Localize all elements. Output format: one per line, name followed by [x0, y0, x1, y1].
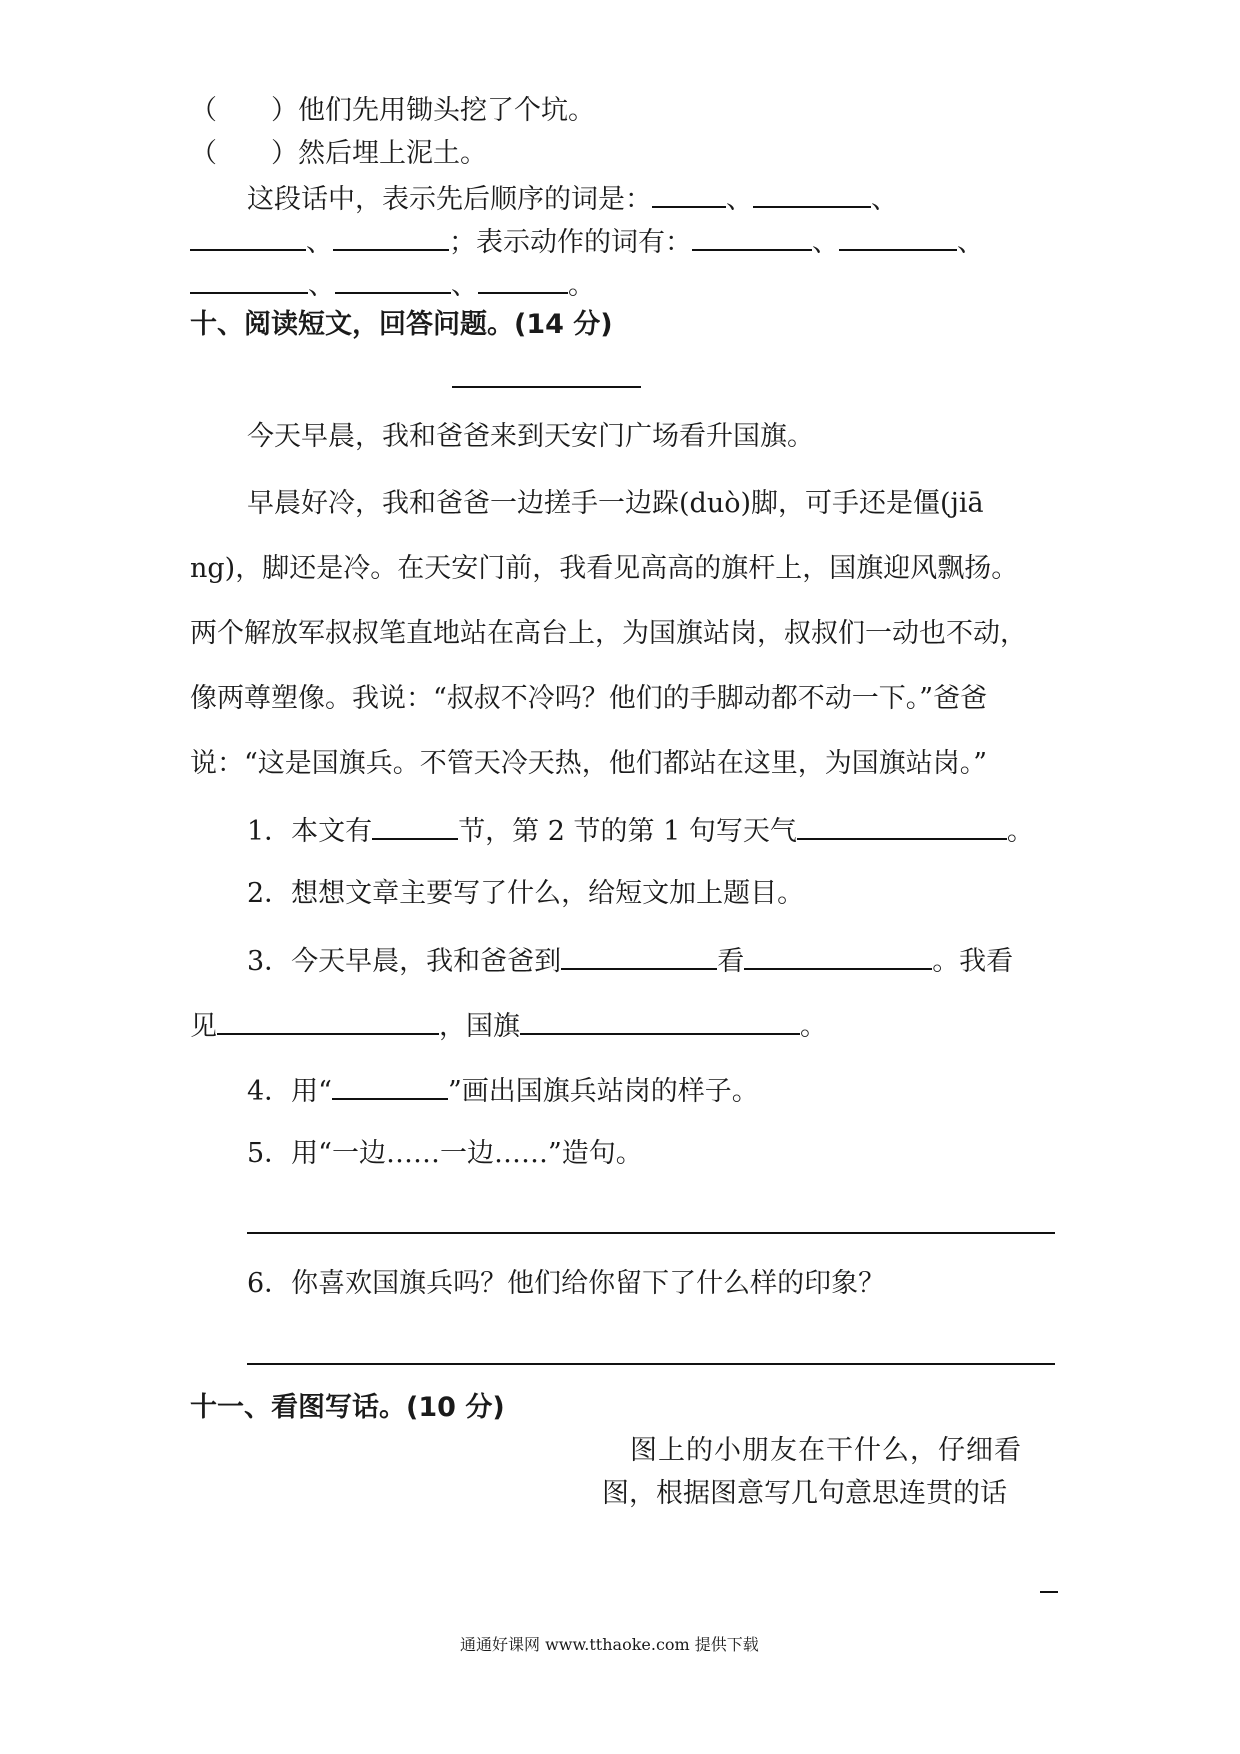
question-text: 看: [717, 946, 745, 977]
answer-blank[interactable]: [478, 266, 568, 294]
separator: 、: [957, 227, 984, 258]
page-dash: [1040, 1591, 1058, 1593]
passage-line: ng)，脚还是冷。在天安门前，我看见高高的旗杆上，国旗迎风飘扬。: [190, 553, 1019, 584]
separator: 、: [812, 227, 839, 258]
answer-blank[interactable]: [190, 266, 308, 294]
question-1: [247, 812, 1034, 849]
answer-line[interactable]: [247, 1232, 1055, 1234]
question-4: [247, 1072, 759, 1109]
passage-line: 早晨好冷，我和爸爸一边搓手一边跺(duò)脚，可手还是僵(jiā: [247, 488, 984, 519]
separator: 、: [871, 184, 898, 215]
passage-line: 说：“这是国旗兵。不管天冷天热，他们都站在这里，为国旗站岗。”: [190, 748, 988, 779]
answer-blank[interactable]: [692, 223, 812, 251]
answer-blank[interactable]: [372, 812, 458, 840]
question-text: 。我看: [932, 946, 1014, 977]
answer-line[interactable]: [247, 1363, 1055, 1365]
period: 。: [800, 1011, 827, 1042]
separator: 、: [306, 227, 333, 258]
question-3-line-1: [247, 942, 1013, 979]
answer-blank[interactable]: [744, 942, 932, 970]
section-11-heading: 十一、看图写话。(10 分): [190, 1392, 505, 1423]
question-3-line-2: [190, 1007, 827, 1044]
separator: 、: [726, 184, 753, 215]
order-question-line-2: [190, 223, 984, 260]
underline-sample: [332, 1072, 448, 1100]
period: 。: [1006, 816, 1034, 847]
question-text: 3．今天早晨，我和爸爸到: [247, 946, 562, 977]
order-question-line-3: [190, 266, 595, 303]
question-5: 5．用“一边……一边……”造句。: [247, 1138, 643, 1169]
passage-paragraph-1: 今天早晨，我和爸爸来到天安门广场看升国旗。: [247, 421, 814, 452]
question-text: 4．用“: [247, 1076, 332, 1107]
answer-blank[interactable]: [190, 223, 306, 251]
answer-parentheses[interactable]: （ ）: [190, 95, 298, 126]
separator: 、: [451, 270, 478, 301]
order-item-text: 他们先用锄头挖了个坑。: [298, 95, 595, 126]
answer-blank[interactable]: [333, 223, 449, 251]
footer-credit: 通通好课网 www.tthaoke.com 提供下载: [460, 1635, 759, 1654]
question-text: ，国旗: [439, 1011, 520, 1042]
answer-blank[interactable]: [217, 1007, 439, 1035]
passage-line: 两个解放军叔叔笔直地站在高台上，为国旗站岗，叔叔们一动也不动，: [190, 618, 1027, 649]
question-2: 2．想想文章主要写了什么，给短文加上题目。: [247, 878, 805, 909]
question-text: 节，第 2 节的第 1 句写天气: [458, 816, 797, 847]
period: 。: [568, 270, 595, 301]
order-item-2: [190, 137, 487, 171]
question-text: 见: [190, 1011, 217, 1042]
answer-blank[interactable]: [561, 942, 717, 970]
order-question-line-1: [247, 180, 898, 217]
answer-blank[interactable]: [753, 180, 871, 208]
question-text: 1．本文有: [247, 816, 373, 847]
order-question-prefix: 这段话中，表示先后顺序的词是：: [247, 184, 652, 215]
question-text: ”画出国旗兵站岗的样子。: [447, 1076, 759, 1107]
section-10-heading: 十、阅读短文，回答问题。(14 分): [190, 309, 613, 340]
writing-prompt-line-2: 图，根据图意写几句意思连贯的话: [602, 1478, 1007, 1509]
separator: 、: [308, 270, 335, 301]
answer-parentheses[interactable]: （ ）: [190, 138, 298, 169]
answer-blank[interactable]: [797, 812, 1007, 840]
question-6: 6．你喜欢国旗兵吗？他们给你留下了什么样的印象？: [247, 1268, 886, 1299]
writing-prompt-line-1: 图上的小朋友在干什么，仔细看: [630, 1435, 1022, 1466]
order-item-1: [190, 94, 595, 128]
title-blank[interactable]: [452, 386, 641, 388]
passage-line: 像两尊塑像。我说：“叔叔不冷吗？他们的手脚动都不动一下。”爸爸: [190, 683, 988, 714]
answer-blank[interactable]: [839, 223, 957, 251]
action-words-prompt: ；表示动作的词有：: [449, 227, 692, 258]
answer-blank[interactable]: [652, 180, 726, 208]
order-item-text: 然后埋上泥土。: [298, 138, 487, 169]
answer-blank[interactable]: [335, 266, 451, 294]
answer-blank[interactable]: [520, 1007, 800, 1035]
